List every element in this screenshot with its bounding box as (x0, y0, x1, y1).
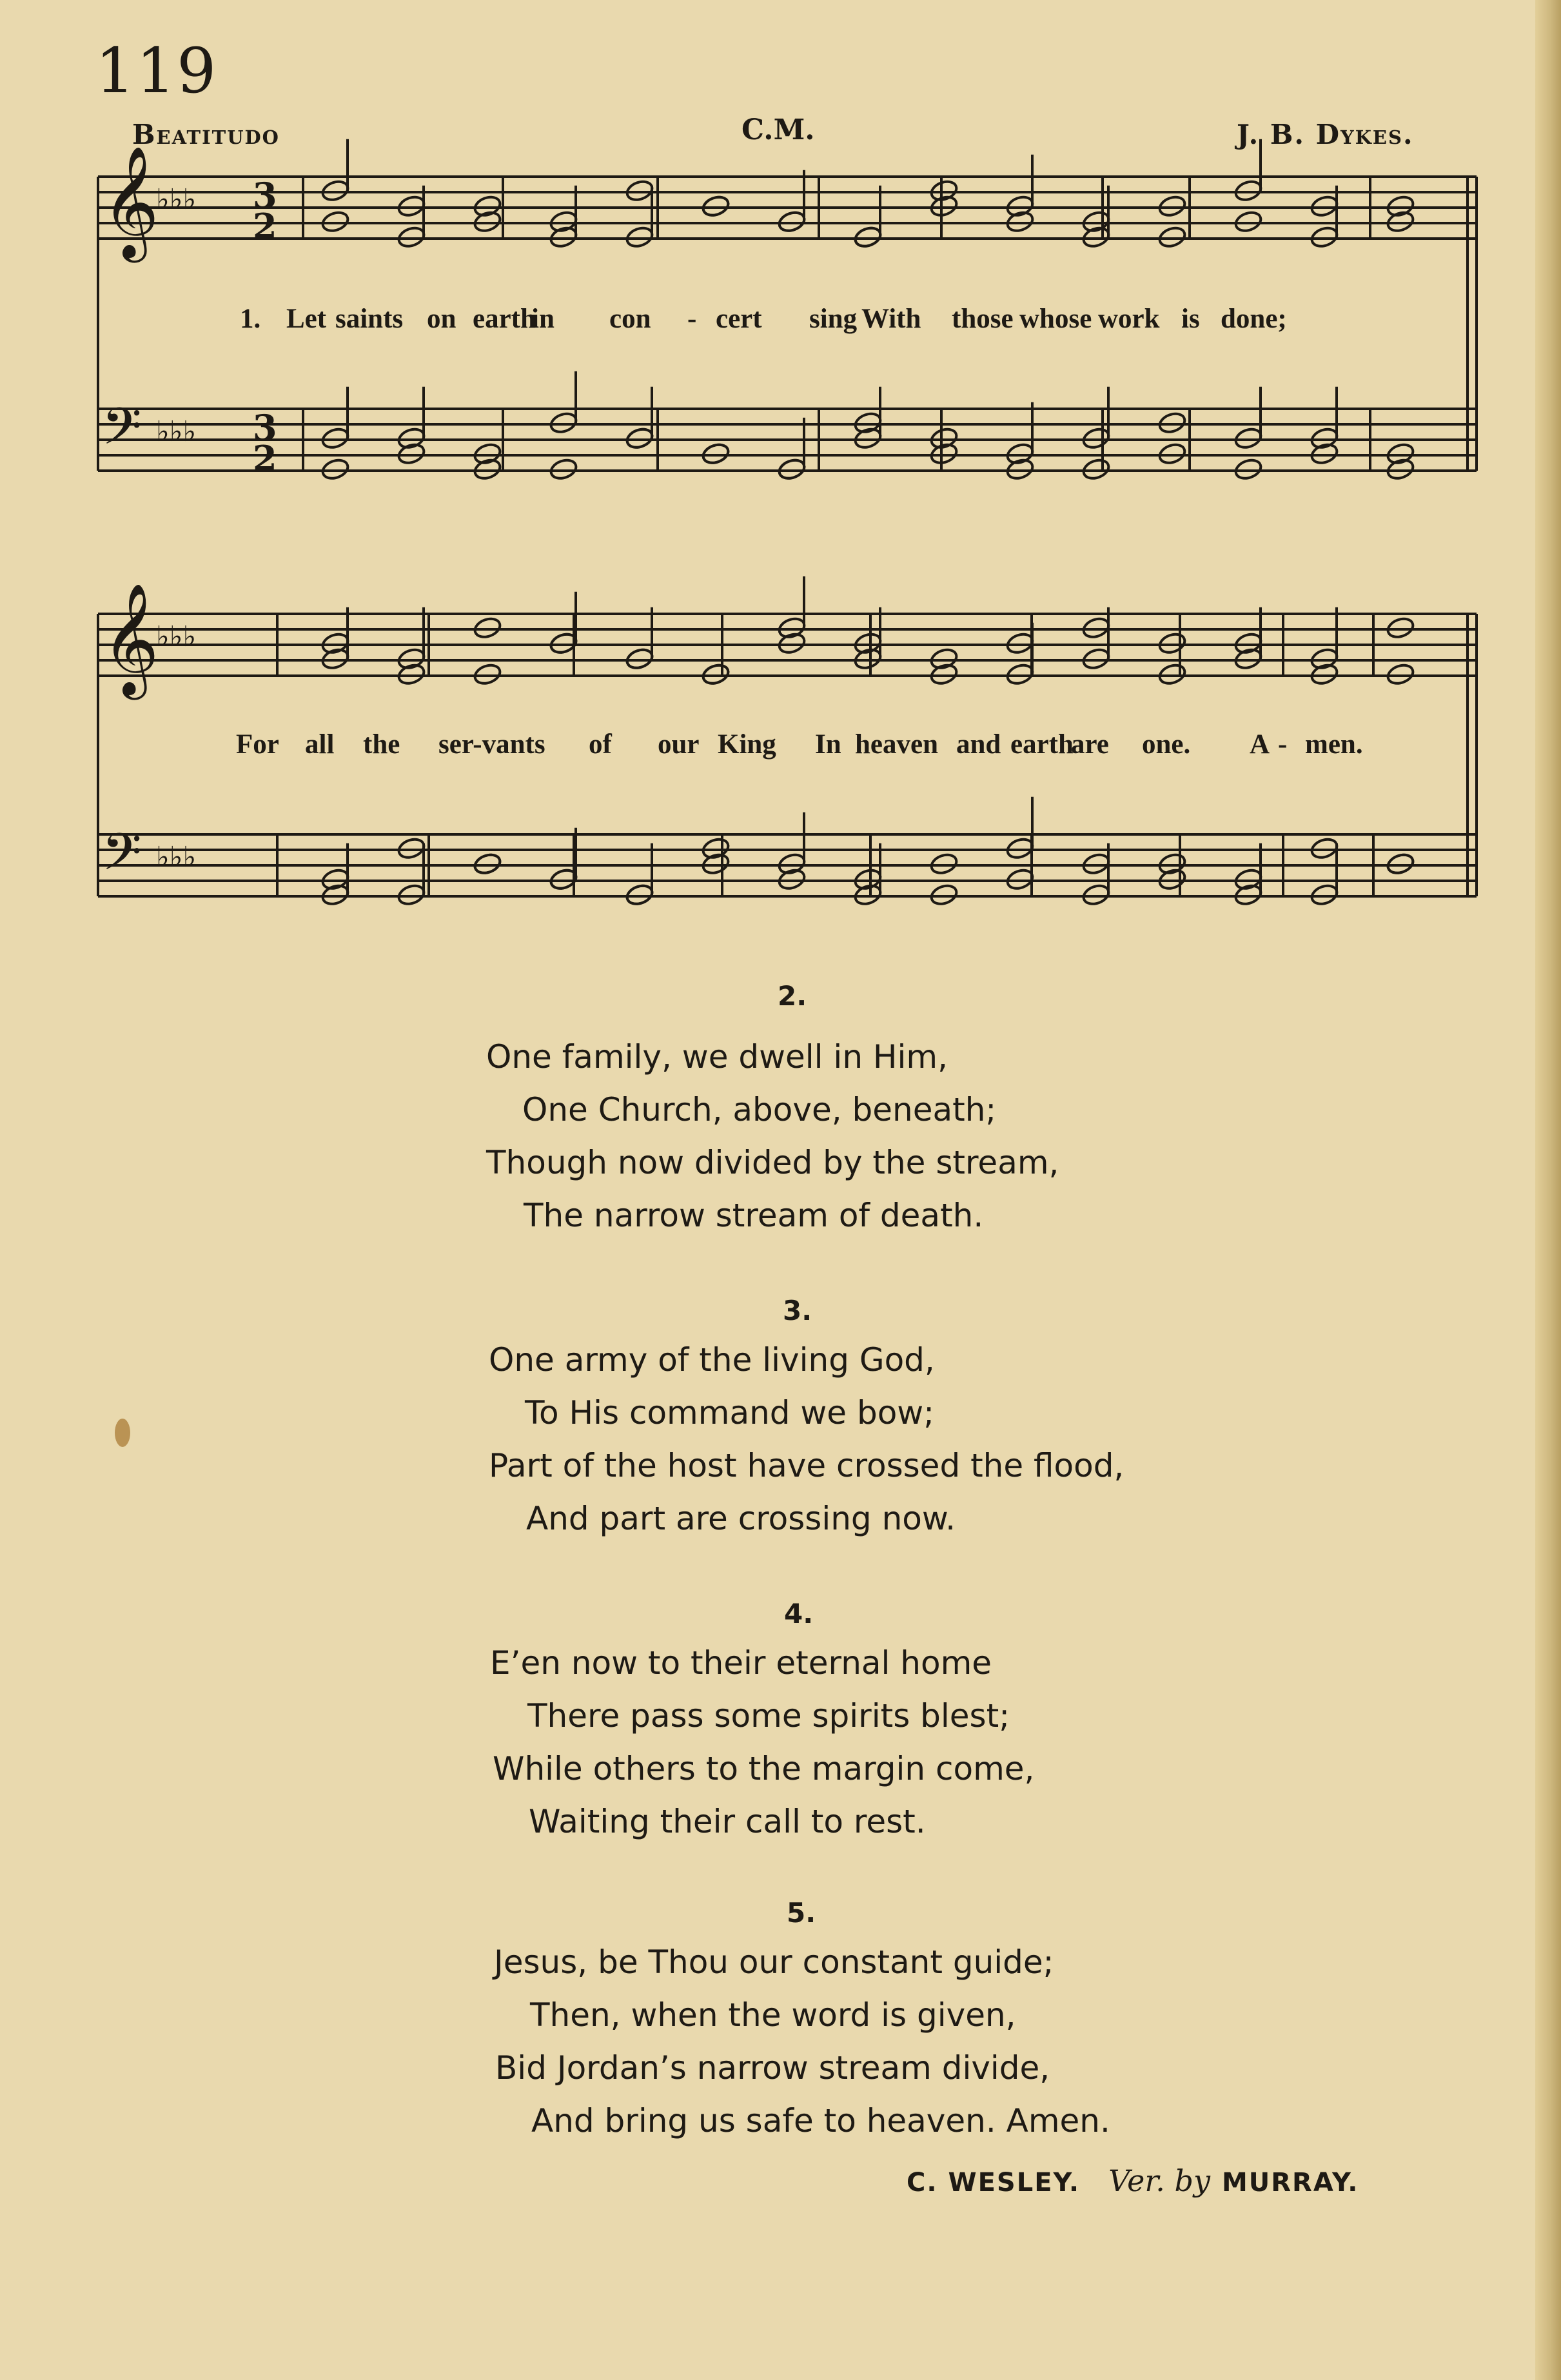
flat-signs: ♭♭♭ (156, 620, 197, 653)
lyric-syllable: on (427, 304, 457, 334)
verse-4-line-3: While others to the margin come, (493, 1750, 1035, 1787)
hymn-number: 119 (95, 35, 218, 107)
note-head (701, 662, 731, 687)
treble-clef: 𝄞 (102, 146, 159, 258)
verse-3-number: 3. (783, 1295, 812, 1326)
note-head (1233, 179, 1263, 203)
verse-4-line-2: There pass some spirits blest; (527, 1697, 1010, 1735)
note-head (1081, 647, 1111, 671)
translator: MURRAY. (1221, 2168, 1359, 2198)
note-head (701, 194, 731, 219)
flat-signs: ♭♭♭ (156, 415, 197, 448)
note-head (1386, 852, 1415, 876)
note-head (1157, 442, 1187, 466)
lyric-syllable: work (1098, 304, 1160, 334)
note-head (1386, 662, 1415, 687)
verse-2-line-1: One family, we dwell in Him, (486, 1038, 948, 1076)
time-sig-bottom: 2 (253, 438, 277, 479)
note-head (473, 852, 502, 876)
author: C. WESLEY. (907, 2168, 1081, 2198)
verse-3-line-1: One army of the living God, (489, 1341, 935, 1379)
version-label: Ver. by (1108, 2163, 1210, 2198)
verse-2-number: 2. (778, 980, 807, 1012)
lyric-syllable: earth (473, 304, 536, 334)
note-head (397, 836, 426, 861)
note-head (929, 852, 959, 876)
lyric-syllable: all (305, 729, 335, 760)
note-head (1310, 194, 1339, 219)
verse-3-line-4: And part are crossing now. (526, 1500, 956, 1537)
verse-2-line-4: The narrow stream of death. (524, 1197, 984, 1234)
lyrics-line-1 (0, 303, 1561, 342)
note-head (1157, 631, 1187, 656)
verse-5-line-3: Bid Jordan’s narrow stream divide, (495, 2049, 1050, 2087)
note-head (320, 457, 350, 482)
note-head (1157, 411, 1187, 435)
note-head (397, 194, 426, 219)
note-head (625, 426, 654, 451)
note-head (929, 883, 959, 907)
staff-lines (98, 177, 1477, 896)
note-head (777, 210, 807, 234)
note-head (1081, 457, 1111, 482)
lyric-syllable: of (589, 729, 612, 760)
note-head (1310, 883, 1339, 907)
note-head (320, 179, 350, 203)
lyric-syllable: our (658, 729, 700, 760)
note-head (1233, 210, 1263, 234)
lyric-syllable: cert (716, 304, 762, 334)
attribution (907, 2163, 1359, 2198)
lyric-syllable: are (1071, 729, 1109, 760)
verse-3-line-3: Part of the host have crossed the flood, (489, 1447, 1124, 1484)
note-head (1157, 662, 1187, 687)
note-head (1081, 616, 1111, 640)
note-head (777, 457, 807, 482)
lyric-syllable: the (363, 729, 400, 760)
time-sig-bottom: 2 (253, 206, 277, 247)
note-head (1157, 194, 1187, 219)
verse-4-line-1: E’en now to their eternal home (490, 1644, 992, 1682)
verse-2-line-2: One Church, above, beneath; (522, 1091, 997, 1128)
lyric-syllable: For (236, 729, 279, 760)
note-head (397, 225, 426, 250)
lyric-syllable: ser-vants (438, 729, 545, 760)
treble-clef: 𝄞 (102, 583, 159, 695)
lyric-syllable: in (531, 304, 555, 334)
lyric-syllable: - (1278, 729, 1288, 760)
note-head (701, 442, 731, 466)
lyric-syllable: A (1250, 729, 1270, 760)
lyric-syllable: men. (1305, 729, 1363, 760)
lyric-syllable: - (687, 304, 697, 334)
bass-clef: 𝄢 (102, 822, 142, 894)
lyric-syllable: earth (1010, 729, 1074, 760)
lyric-syllable: Let (286, 304, 327, 334)
verse-2-line-3: Though now divided by the stream, (486, 1144, 1059, 1181)
note-head (1233, 457, 1263, 482)
note-head (625, 647, 654, 671)
bar-lines (98, 177, 1477, 896)
note-head (1310, 225, 1339, 250)
bass-clef: 𝄢 (102, 397, 142, 469)
note-head (1386, 616, 1415, 640)
note-head (397, 883, 426, 907)
lyric-syllable: 1. (240, 304, 261, 334)
lyrics-line-2 (0, 729, 1561, 767)
note-head (1081, 883, 1111, 907)
verse-4-line-4: Waiting their call to rest. (529, 1803, 926, 1840)
time-sig-top: 3 (253, 175, 277, 216)
lyric-syllable: one. (1142, 729, 1191, 760)
lyric-syllable: King (718, 729, 776, 760)
note-head (320, 426, 350, 451)
note-head (625, 179, 654, 203)
verse-5-line-1: Jesus, be Thou our constant guide; (494, 1943, 1054, 1981)
lyric-syllable: whose (1019, 304, 1092, 334)
note-head (625, 225, 654, 250)
verse-5-number: 5. (787, 1897, 816, 1929)
clefs (102, 146, 277, 894)
note-head (625, 883, 654, 907)
time-sig-top: 3 (253, 407, 277, 448)
lyric-syllable: heaven (855, 729, 938, 760)
lyric-syllable: is (1181, 304, 1200, 334)
verse-4-number: 4. (784, 1598, 814, 1629)
note-head (473, 662, 502, 687)
composer: J. B. Dykes. (1237, 119, 1414, 150)
note-head (1081, 852, 1111, 876)
lyric-syllable: sing (809, 304, 858, 334)
note-heads (320, 139, 1415, 907)
note-head (853, 225, 883, 250)
note-head (549, 411, 578, 435)
lyric-syllable: those (952, 304, 1014, 334)
verse-5-line-4: And bring us safe to heaven. Amen. (531, 2102, 1110, 2139)
meter: C.M. (741, 113, 815, 146)
lyric-syllable: saints (335, 304, 404, 334)
flat-signs: ♭♭♭ (156, 183, 197, 216)
score-svg (0, 0, 1561, 916)
note-head (1081, 426, 1111, 451)
note-head (549, 457, 578, 482)
lyric-syllable: done; (1221, 304, 1287, 334)
note-head (1233, 426, 1263, 451)
note-head (1310, 836, 1339, 861)
lyric-syllable: con (609, 304, 651, 334)
note-head (473, 616, 502, 640)
note-head (320, 210, 350, 234)
note-head (1157, 225, 1187, 250)
lyric-syllable: and (956, 729, 1001, 760)
verse-3-line-2: To His command we bow; (525, 1394, 935, 1431)
lyric-syllable: With (861, 304, 921, 334)
verse-5-line-2: Then, when the word is given, (530, 1996, 1016, 2034)
tune-name: Beatitudo (132, 119, 280, 150)
flat-signs: ♭♭♭ (156, 841, 197, 874)
lyric-syllable: In (815, 729, 841, 760)
